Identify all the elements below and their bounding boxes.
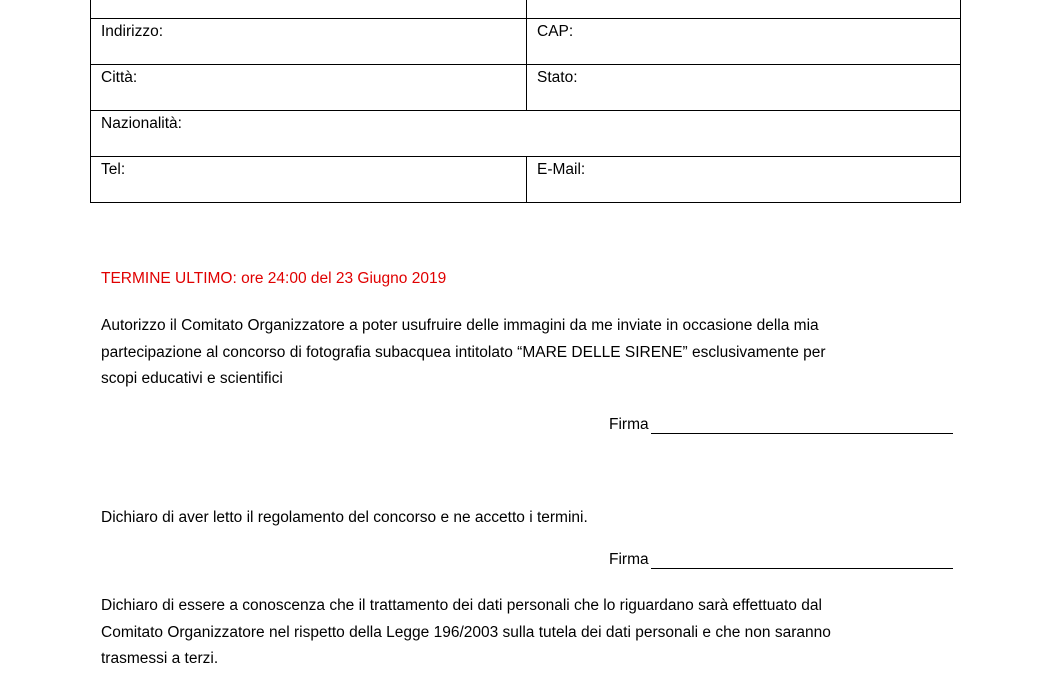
- signature-line-1[interactable]: [609, 416, 953, 434]
- form-field-top-left[interactable]: [91, 0, 527, 19]
- form-row-contact: [91, 157, 961, 203]
- privacy-line-2: Comitato Organizzatore nel rispetto della Legge 196/2003 sulla tutela dei dati personali e che non saranno: [101, 623, 831, 641]
- signature-label: Firma: [609, 416, 649, 433]
- form-row-address: [91, 19, 961, 65]
- privacy-line-3: trasmessi a terzi.: [101, 650, 219, 667]
- cap-label: CAP:: [537, 23, 574, 40]
- deadline-notice: TERMINE ULTIMO: ore 24:00 del 23 Giugno 2019: [101, 270, 447, 287]
- email-label: E-Mail:: [537, 161, 586, 178]
- email-field[interactable]: [527, 157, 961, 203]
- state-field[interactable]: [527, 65, 961, 111]
- nationality-label: Nazionalità:: [101, 115, 182, 132]
- address-label: Indirizzo:: [101, 23, 164, 40]
- registration-form-table: [90, 0, 961, 203]
- authorization-line-3: scopi educativi e scientifici: [101, 370, 283, 387]
- form-row-nationality: [91, 111, 961, 157]
- privacy-line-1: Dichiaro di essere a conoscenza che il trattamento dei dati personali che lo riguardano sarà effettuato dal: [101, 597, 822, 614]
- form-field-top-right[interactable]: [527, 0, 961, 19]
- cap-field[interactable]: [527, 19, 961, 65]
- city-field[interactable]: [91, 65, 527, 111]
- city-label: Città:: [101, 69, 138, 86]
- form-row-city: [91, 65, 961, 111]
- phone-field[interactable]: [91, 157, 527, 203]
- signature-line-2[interactable]: [609, 551, 953, 569]
- signature-label: Firma: [609, 551, 649, 568]
- authorization-line-1: Autorizzo il Comitato Organizzatore a poter usufruire delle immagini da me inviate in occasione della mia: [101, 317, 819, 334]
- state-label: Stato:: [537, 69, 578, 86]
- phone-label: Tel:: [101, 161, 126, 178]
- form-row-top: [91, 0, 961, 19]
- address-field[interactable]: [91, 19, 527, 65]
- rules-paragraph: Dichiaro di aver letto il regolamento del concorso e ne accetto i termini.: [101, 509, 588, 526]
- authorization-paragraph: [101, 313, 961, 393]
- signature-underline[interactable]: [651, 554, 953, 569]
- authorization-line-2: partecipazione al concorso di fotografia subacquea intitolato “MARE DELLE SIRENE” esclusivamente per: [101, 343, 826, 361]
- nationality-field[interactable]: [91, 111, 961, 157]
- signature-underline[interactable]: [651, 419, 953, 434]
- privacy-paragraph: [101, 593, 961, 673]
